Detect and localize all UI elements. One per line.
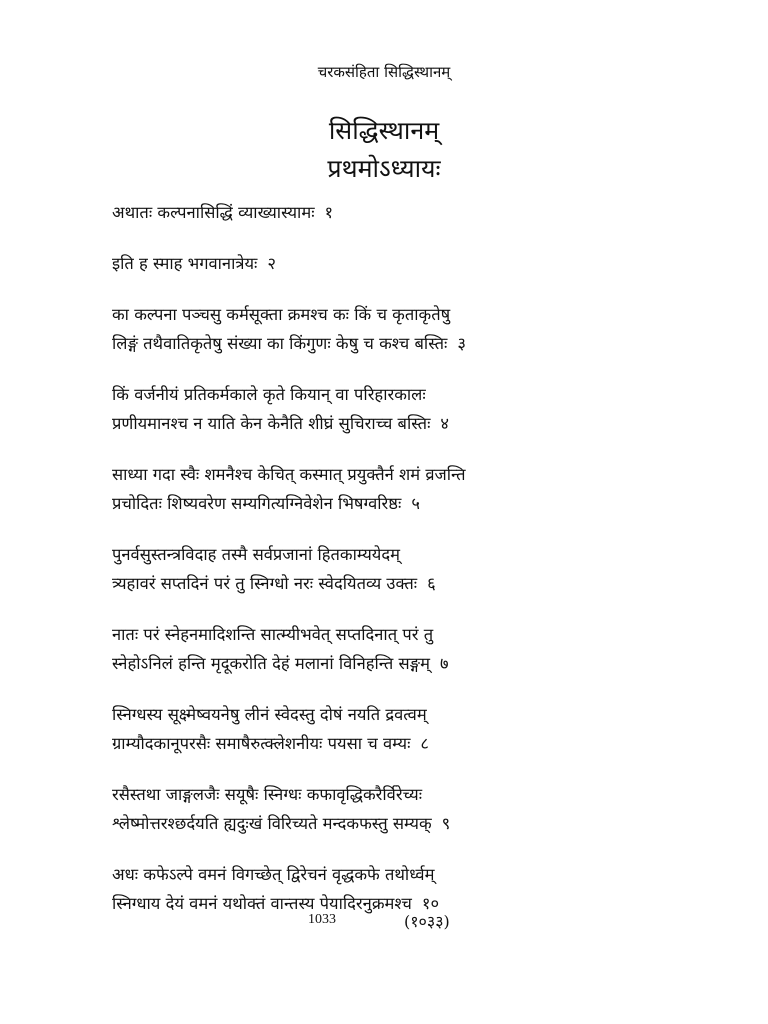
verse-spacer [112,678,732,700]
verse-line: साध्या गदा स्वैः शमनैश्च केचित् कस्मात् प्रयुक्तैर्न शमं व्रजन्ति [112,465,466,484]
verse-line [112,249,732,278]
verse-number: २ [267,254,276,273]
verse-9 [112,780,732,838]
section-title: सिद्धिस्थानम् [328,116,440,145]
verse-text: प्रणीयमानश्च न याति केन केनैति शीघ्रं सुचिराच्च बस्तिः [112,414,431,433]
verse-line: स्निग्धस्य सूक्ष्मेष्वयनेषु लीनं स्वेदस्तु दोषं नयति द्रवत्वम् [112,705,427,724]
verse-1 [112,198,732,227]
verse-3 [112,300,732,358]
title-block [0,112,768,188]
page-number-devanagari: (१०३३) [404,912,450,931]
verse-text: श्लेष्मोत्तरश्छर्दयति ह्यदुःखं विरिच्यते मन्दकफस्तु सम्यक् [112,814,432,833]
verse-number: ८ [420,734,430,753]
verse-7 [112,620,732,678]
verse-number: ५ [411,494,420,513]
verse-number: १० [421,894,440,913]
verse-text: अथातः कल्पनासिद्धिं व्याख्यास्यामः [112,203,315,222]
verse-text: स्निग्धाय देयं वमनं यथोक्तं वान्तस्य पेयादिरनुक्रमश्च [112,894,412,913]
chapter-title: प्रथमोऽध्यायः [327,154,441,183]
verse-spacer [112,278,732,300]
verse-6 [112,540,732,598]
verse-line [112,489,732,518]
verse-list [112,198,732,918]
verse-text: त्र्यहावरं सप्तदिनं परं तु स्निग्धो नरः स्वेदयितव्य उक्तः [112,574,418,593]
verse-text: इति ह स्माह भगवानात्रेयः [112,254,258,273]
verse-number: ३ [457,334,466,353]
verse-spacer [112,438,732,460]
verse-line [112,198,732,227]
verse-4 [112,380,732,438]
verse-line: किं वर्जनीयं प्रतिकर्मकाले कृते कियान् वा परिहारकालः [112,385,426,404]
verse-line [112,809,732,838]
verse-number: ७ [439,654,449,673]
verse-line: पुनर्वसुस्तन्त्रविदाह तस्मै सर्वप्रजानां हितकाम्ययेदम् [112,545,401,564]
verse-number: ६ [427,574,436,593]
verse-8 [112,700,732,758]
verse-number: ९ [441,814,451,833]
verse-line: अधः कफेऽल्पे वमनं विगच्छेत् द्विरेचनं वृद्धकफे तथोर्ध्वम् [112,865,435,884]
verse-spacer [112,358,732,380]
verse-line [112,569,732,598]
verse-line: रसैस्तथा जाङ्गलजैः सयूषैः स्निग्धः कफावृद्धिकरैर्विरेच्यः [112,785,423,804]
verse-5 [112,460,732,518]
verse-text: स्नेहोऽनिलं हन्ति मृदूकरोति देहं मलानां विनिहन्ति सङ्गम् [112,654,430,673]
verse-text: ग्राम्यौदकानूपरसैः समाषैरुत्क्लेशनीयः पयसा च वम्यः [112,734,411,753]
verse-line [112,329,732,358]
verse-line: का कल्पना पञ्चसु कर्मसूक्ता क्रमश्च कः किं च कृताकृतेषु [112,305,451,324]
verse-line [112,649,732,678]
verse-spacer [112,758,732,780]
verse-text: लिङ्गं तथैवातिकृतेषु संख्या का किंगुणः केषु च कश्च बस्तिः [112,334,448,353]
verse-spacer [112,838,732,860]
verse-number: ४ [440,414,449,433]
running-head: चरकसंहिता सिद्धिस्थानम् [317,63,451,81]
verse-spacer [112,227,732,249]
verse-spacer [112,518,732,540]
verse-line: नातः परं स्नेहनमादिशन्ति सात्म्यीभवेत् सप्तदिनात् परं तु [112,625,434,644]
verse-2 [112,249,732,278]
verse-line [112,729,732,758]
verse-spacer [112,598,732,620]
verse-number: १ [324,203,334,222]
verse-text: प्रचोदितः शिष्यवरेण सम्यगित्यग्निवेशेन भिषग्वरिष्ठः [112,494,402,513]
page-number-latin: 1033 [308,912,336,927]
verse-line [112,409,732,438]
